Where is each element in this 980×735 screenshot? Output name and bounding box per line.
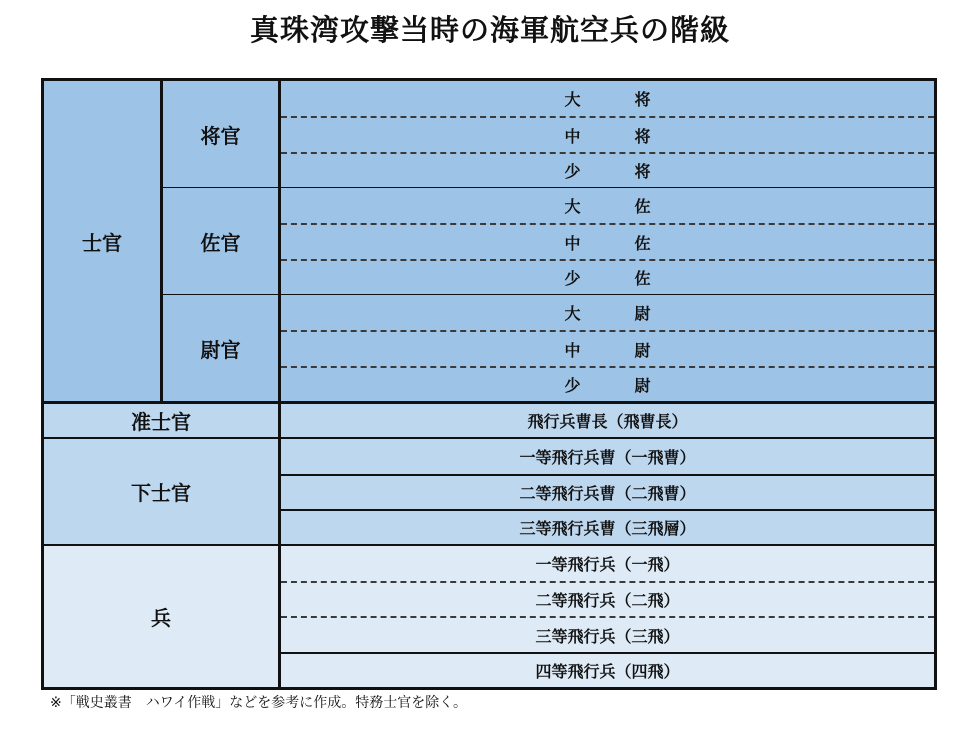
rank-row: 中 尉 bbox=[281, 330, 934, 366]
rank-row: 二等飛行兵（二飛） bbox=[281, 581, 934, 616]
rank-row: 一等飛行兵（一飛） bbox=[281, 546, 934, 581]
category-nco: 下士官 bbox=[44, 439, 278, 544]
subcategory-field: 佐官 bbox=[163, 188, 278, 294]
category-warrant-officer: 准士官 bbox=[44, 404, 278, 437]
rank-row: 中 将 bbox=[281, 116, 934, 152]
rank-row: 二等飛行兵曹（二飛曹） bbox=[281, 474, 934, 509]
subcategory-company: 尉官 bbox=[163, 295, 278, 401]
rank-row: 少 佐 bbox=[281, 259, 934, 294]
rank-row: 大 佐 bbox=[281, 188, 934, 223]
subcategory-general: 将官 bbox=[163, 81, 278, 187]
rank-row: 少 尉 bbox=[281, 366, 934, 401]
rank-row: 飛行兵曹長（飛曹長） bbox=[281, 404, 934, 437]
rank-row: 四等飛行兵（四飛） bbox=[281, 652, 934, 687]
rank-row: 大 将 bbox=[281, 81, 934, 116]
footnote: ※「戦史叢書 ハワイ作戦」などを参考に作成。特務士官を除く。 bbox=[50, 695, 468, 711]
category-enlisted: 兵 bbox=[44, 546, 278, 687]
category-officer: 士官 bbox=[44, 81, 160, 401]
rank-row: 中 佐 bbox=[281, 223, 934, 259]
rank-row: 一等飛行兵曹（一飛曹） bbox=[281, 439, 934, 474]
rank-row: 少 将 bbox=[281, 152, 934, 187]
rank-row: 三等飛行兵（三飛） bbox=[281, 616, 934, 652]
rank-row: 三等飛行兵曹（三飛層） bbox=[281, 509, 934, 544]
page-title: 真珠湾攻撃当時の海軍航空兵の階級 bbox=[249, 13, 730, 47]
rank-table bbox=[41, 78, 937, 690]
rank-row: 大 尉 bbox=[281, 295, 934, 330]
